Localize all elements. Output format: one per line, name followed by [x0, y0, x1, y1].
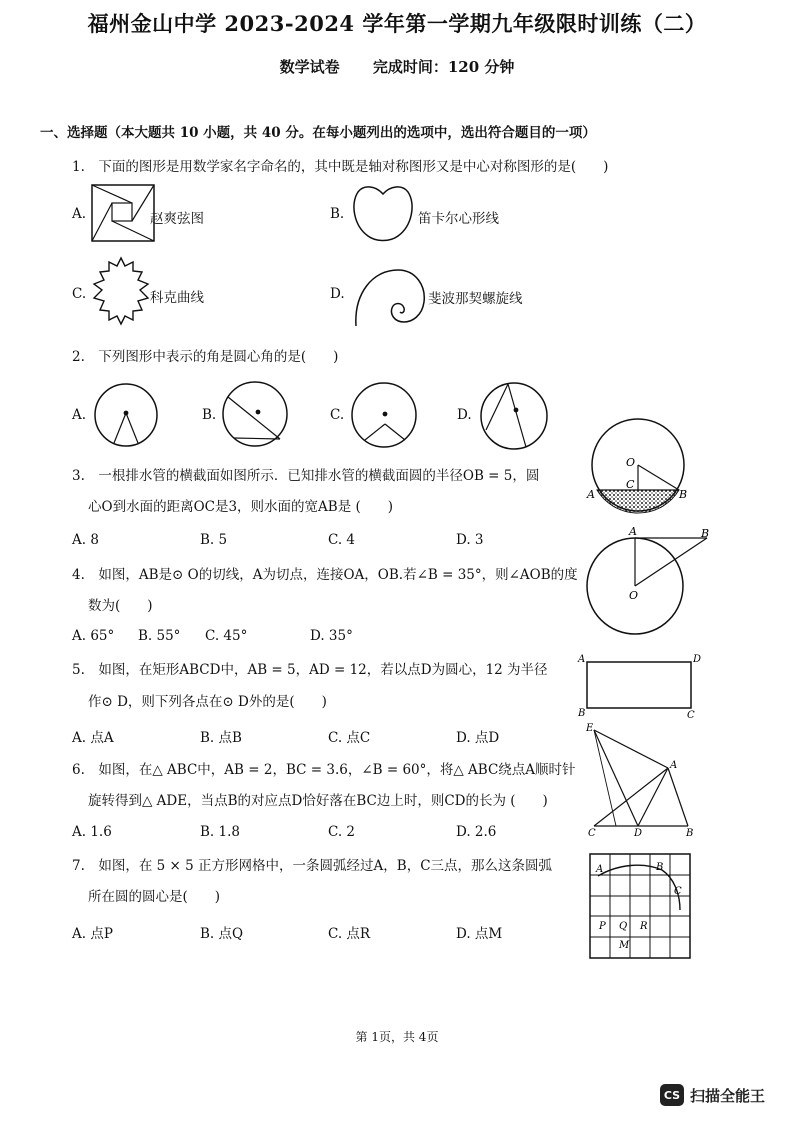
q4-label-a: A	[629, 525, 637, 538]
page-title: 福州金山中学 2023-2024 学年第一学期九年级限时训练（二）	[87, 11, 707, 36]
question-7-line1: 7. 如图，在 5 × 5 正方形网格中，一条圆弧经过A，B，C三点，那么这条圆弧	[72, 858, 553, 874]
q3-option-a: A. 8	[72, 532, 99, 548]
q2-circle-d	[478, 380, 550, 452]
q3-label-a: A	[587, 488, 595, 501]
camscanner-icon: CS	[660, 1084, 684, 1106]
q2-option-b: B.	[202, 407, 217, 423]
q7-label-p: P	[599, 921, 606, 932]
q7-option-d: D. 点M	[456, 926, 503, 942]
q1-option-d-letter: D.	[330, 286, 345, 302]
q4-option-c: C. 45°	[205, 628, 248, 644]
page-subtitle	[0, 56, 794, 77]
q1-option-b-label: 笛卡尔心形线	[418, 211, 499, 227]
question-4-line2: 数为( )	[88, 598, 153, 614]
q3-pipe-figure	[585, 418, 697, 518]
q1-option-a-letter: A.	[72, 206, 87, 222]
q6-label-e: E	[586, 723, 594, 734]
page-footer: 第 1页，共 4页	[355, 1030, 439, 1044]
q2-option-c: C.	[330, 407, 345, 423]
q5-option-b: B. 点B	[200, 730, 242, 746]
question-5-line1: 5. 如图，在矩形ABCD中，AB = 5，AD = 12，若以点D为圆心，12 为半径	[72, 662, 548, 678]
q2-option-d: D.	[457, 407, 472, 423]
q4-tangent-figure	[583, 524, 713, 642]
q1-option-d-label: 斐波那契螺旋线	[428, 291, 523, 307]
q1-option-a-label: 赵爽弦图	[150, 211, 204, 227]
q3-option-c: C. 4	[328, 532, 356, 548]
q4-option-d: D. 35°	[310, 628, 353, 644]
q7-label-a: A	[596, 864, 604, 875]
watermark-text: 扫描全能王	[690, 1086, 766, 1105]
q3-option-d: D. 3	[456, 532, 484, 548]
q3-label-o: O	[626, 456, 636, 469]
q2-circle-c	[349, 380, 419, 450]
q5-option-d: D. 点D	[456, 730, 500, 746]
section-heading: 一、选择题（本大题共 10 小题，共 40 分。在每小题列出的选项中，选出符合题目的一项）	[40, 125, 596, 141]
q7-label-r: R	[640, 921, 648, 932]
q6-option-c: C. 2	[328, 824, 356, 840]
question-3-line2: 心O到水面的距离OC是3，则水面的宽AB是 ( )	[88, 499, 394, 515]
q4-option-b: B. 55°	[138, 628, 181, 644]
q5-option-c: C. 点C	[328, 730, 371, 746]
q6-label-b: B	[686, 828, 694, 838]
fibonacci-spiral-diagram	[350, 264, 428, 328]
q1-option-c-label: 科克曲线	[150, 290, 204, 306]
q6-option-d: D. 2.6	[456, 824, 497, 840]
question-4-line1: 4. 如图，AB是⊙ O的切线，A为切点，连接OA，OB.若∠B = 35°，则∠AOB的度	[72, 567, 578, 583]
q6-label-a: A	[670, 760, 678, 771]
question-7-line2: 所在圆的圆心是( )	[88, 889, 221, 905]
question-6-line2: 旋转得到△ ADE，当点B的对应点D恰好落在BC边上时，则CD的长为 ( )	[88, 793, 548, 809]
question-1-stem: 1. 下面的图形是用数学家名字命名的，其中既是轴对称图形又是中心对称图形的是( )	[72, 159, 609, 175]
q7-label-m: M	[619, 940, 630, 951]
q4-option-a: A. 65°	[72, 628, 115, 644]
q5-label-d: D	[693, 654, 702, 665]
q7-label-c: C	[674, 886, 682, 897]
q5-label-c: C	[687, 710, 695, 721]
question-6-line1: 6. 如图，在△ ABC中，AB = 2，BC = 3.6，∠B = 60°，将△ ABC绕点A顺时针	[72, 762, 576, 778]
subject-label: 数学试卷	[279, 58, 340, 76]
q6-label-c: C	[588, 828, 596, 838]
q5-label-b: B	[578, 708, 586, 719]
question-2-stem: 2. 下列图形中表示的角是圆心角的是( )	[72, 349, 339, 365]
question-5-line2: 作⊙ D，则下列各点在⊙ D外的是( )	[88, 694, 327, 710]
q4-label-b: B	[701, 527, 710, 540]
q1-option-c-letter: C.	[72, 286, 87, 302]
q3-label-c: C	[626, 478, 635, 491]
zhao-shuang-diagram	[90, 183, 156, 243]
q2-option-a: A.	[72, 407, 87, 423]
q1-option-b-letter: B.	[330, 206, 345, 222]
q3-option-b: B. 5	[200, 532, 228, 548]
q5-option-a: A. 点A	[72, 730, 114, 746]
q3-label-b: B	[679, 488, 688, 501]
q6-rotation-figure	[580, 722, 700, 838]
scanner-watermark	[660, 1084, 765, 1106]
q7-option-a: A. 点P	[72, 926, 113, 942]
cardioid-diagram	[350, 182, 416, 246]
q5-rectangle-figure	[575, 652, 705, 722]
q2-circle-a	[92, 381, 160, 449]
question-3-line1: 3. 一根排水管的横截面如图所示．已知排水管的横截面圆的半径OB = 5，圆	[72, 468, 540, 484]
q2-circle-b	[220, 379, 290, 449]
q7-label-b: B	[656, 862, 664, 873]
time-label: 完成时间：120 分钟	[372, 58, 515, 76]
q6-option-b: B. 1.8	[200, 824, 240, 840]
q7-option-b: B. 点Q	[200, 926, 244, 942]
q6-option-a: A. 1.6	[72, 824, 112, 840]
q6-label-d: D	[634, 828, 643, 838]
q5-label-a: A	[578, 654, 586, 665]
q7-grid-figure	[584, 848, 696, 964]
q7-label-q: Q	[619, 921, 628, 932]
koch-snowflake-diagram	[90, 256, 152, 326]
q4-label-o: O	[629, 589, 639, 602]
q7-option-c: C. 点R	[328, 926, 371, 942]
